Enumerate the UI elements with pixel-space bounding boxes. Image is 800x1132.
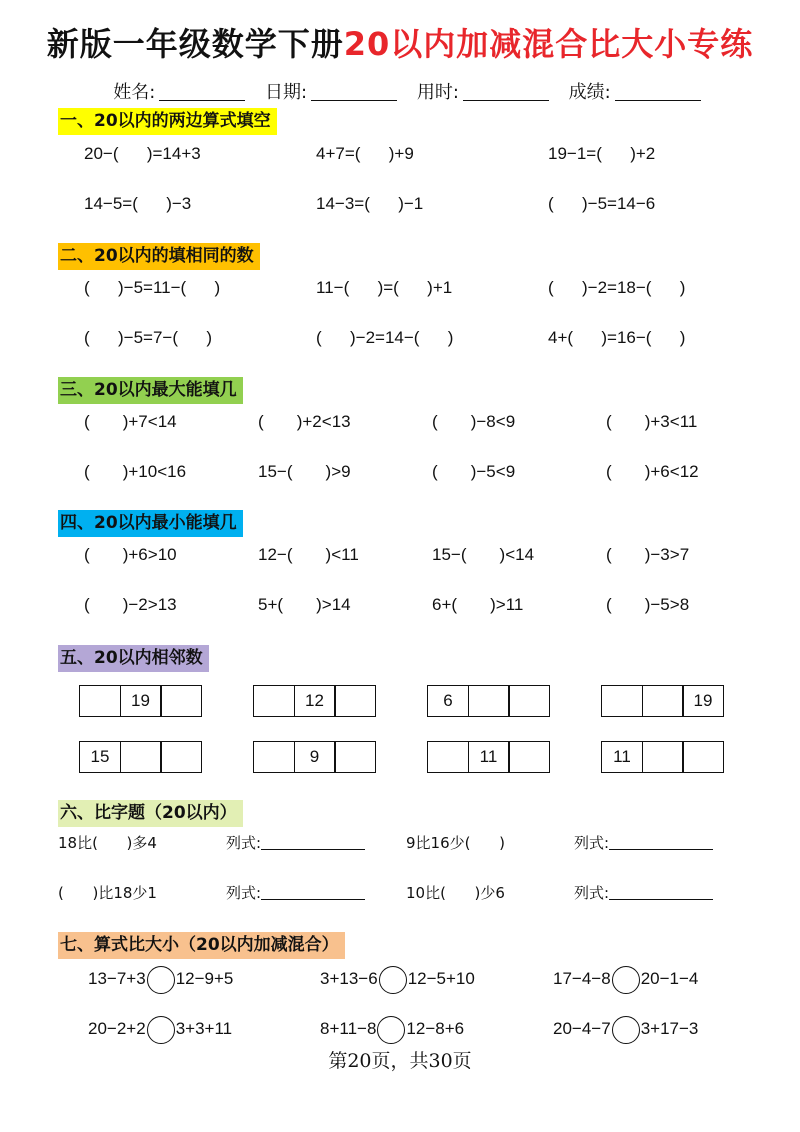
compare-circle[interactable] [377,1016,405,1044]
compare-circle[interactable] [612,1016,640,1044]
neighbor-number-boxes [253,741,376,773]
inequality[interactable]: ( )+2<13 [258,412,351,431]
right-expression: 3+3+11 [175,1019,233,1038]
number-cell[interactable] [79,685,121,717]
right-expression: 12−8+6 [406,1019,465,1038]
section-1-heading: 一、20以内的两边算式填空 [58,108,277,135]
neighbor-number-boxes [79,741,202,773]
inequality[interactable]: ( )+6>10 [84,545,177,564]
section-2-heading: 二、20以内的填相同的数 [58,243,260,270]
inequality[interactable]: 12−( )<11 [258,545,359,564]
formula-field[interactable] [226,882,365,904]
number-cell[interactable] [334,741,376,773]
number-cell[interactable]: 11 [601,741,643,773]
left-expression: 20−2+2 [88,1019,146,1038]
equation[interactable]: 11−( )=( )+1 [316,278,453,297]
number-cell[interactable]: 11 [468,741,510,773]
number-cell[interactable] [160,741,202,773]
name-label: 姓名: [113,82,156,103]
left-expression: 20−4−7 [553,1019,611,1038]
neighbor-number-boxes [601,685,724,717]
formula-field[interactable] [574,832,713,854]
time-label: 用时: [416,82,459,103]
formula-label: 列式: [226,884,262,902]
inequality[interactable]: ( )−2>13 [84,595,177,614]
comparison [553,1014,698,1044]
formula-field[interactable] [226,832,365,854]
formula-answer-line[interactable] [609,883,713,900]
number-cell[interactable]: 19 [682,685,724,717]
compare-circle[interactable] [147,1016,175,1044]
formula-label: 列式: [574,884,610,902]
inequality[interactable]: 6+( )>11 [432,595,524,614]
comparison [553,964,698,994]
equation[interactable]: 14−3=( )−1 [316,194,424,213]
number-cell[interactable] [508,685,550,717]
title-black-part: 新版一年级数学下册 [46,25,344,63]
word-problem[interactable]: 9比16少( ) [406,834,505,852]
number-cell[interactable] [601,685,643,717]
number-cell[interactable] [642,685,684,717]
number-cell[interactable]: 19 [120,685,162,717]
inequality[interactable]: ( )+6<12 [606,462,699,481]
right-expression: 3+17−3 [640,1019,699,1038]
section-4-heading: 四、20以内最小能填几 [58,510,243,537]
title-red-part: 20以内加减混合比大小专练 [343,25,754,63]
section-6-heading: 六、比字题（20以内） [58,800,243,827]
compare-circle[interactable] [612,966,640,994]
inequality[interactable]: ( )−5<9 [432,462,516,481]
number-cell[interactable] [508,741,550,773]
number-cell[interactable] [253,741,295,773]
time-blank[interactable] [463,82,549,101]
compare-circle[interactable] [379,966,407,994]
number-cell[interactable] [642,741,684,773]
number-cell[interactable] [160,685,202,717]
inequality[interactable]: ( )−3>7 [606,545,690,564]
inequality[interactable]: 5+( )>14 [258,595,351,614]
left-expression: 8+11−8 [320,1019,377,1038]
word-problem[interactable]: 18比( )多4 [58,834,157,852]
right-expression: 12−9+5 [175,969,234,988]
number-cell[interactable]: 12 [294,685,336,717]
number-cell[interactable] [427,741,469,773]
inequality[interactable]: ( )+10<16 [84,462,187,481]
inequality[interactable]: ( )+3<11 [606,412,698,431]
score-blank[interactable] [615,82,701,101]
equation[interactable]: ( )−5=7−( ) [84,328,213,347]
equation[interactable]: 14−5=( )−3 [84,194,192,213]
compare-circle[interactable] [147,966,175,994]
formula-answer-line[interactable] [261,833,365,850]
name-blank[interactable] [159,82,245,101]
neighbor-number-boxes [79,685,202,717]
equation[interactable]: ( )−5=14−6 [548,194,656,213]
neighbor-number-boxes [427,685,550,717]
equation[interactable]: 20−( )=14+3 [84,144,201,163]
number-cell[interactable]: 6 [427,685,469,717]
formula-label: 列式: [226,834,262,852]
formula-label: 列式: [574,834,610,852]
student-info-row [0,78,800,108]
equation[interactable]: ( )−2=18−( ) [548,278,686,297]
comparison [88,964,233,994]
number-cell[interactable] [253,685,295,717]
inequality[interactable]: ( )+7<14 [84,412,177,431]
number-cell[interactable] [682,741,724,773]
word-problem[interactable]: 10比( )少6 [406,884,505,902]
equation[interactable]: 4+7=( )+9 [316,144,414,163]
section-7-heading: 七、算式比大小（20以内加减混合） [58,932,345,959]
right-expression: 20−1−4 [640,969,699,988]
inequality[interactable]: 15−( )>9 [258,462,351,481]
equation[interactable]: 19−1=( )+2 [548,144,656,163]
formula-answer-line[interactable] [609,833,713,850]
section-3-heading: 三、20以内最大能填几 [58,377,243,404]
neighbor-number-boxes [253,685,376,717]
score-label: 成绩: [568,82,611,103]
comparison [88,1014,232,1044]
formula-answer-line[interactable] [261,883,365,900]
date-label: 日期: [265,82,308,103]
number-cell[interactable] [120,741,162,773]
formula-field[interactable] [574,882,713,904]
page-title [0,20,800,68]
page-footer: 第20页，共30页 [328,1050,472,1072]
comparison [320,1014,464,1044]
inequality[interactable]: ( )−5>8 [606,595,690,614]
number-cell[interactable]: 15 [79,741,121,773]
left-expression: 3+13−6 [320,969,378,988]
number-cell[interactable] [334,685,376,717]
equation[interactable]: 4+( )=16−( ) [548,328,686,347]
neighbor-number-boxes [427,741,550,773]
comparison [320,964,475,994]
left-expression: 13−7+3 [88,969,146,988]
inequality[interactable]: ( )−8<9 [432,412,516,431]
number-cell[interactable]: 9 [294,741,336,773]
date-blank[interactable] [311,82,397,101]
inequality[interactable]: 15−( )<14 [432,545,535,564]
word-problem[interactable]: ( )比18少1 [58,884,157,902]
left-expression: 17−4−8 [553,969,611,988]
equation[interactable]: ( )−5=11−( ) [84,278,221,297]
neighbor-number-boxes [601,741,724,773]
equation[interactable]: ( )−2=14−( ) [316,328,454,347]
section-5-heading: 五、20以内相邻数 [58,645,209,672]
number-cell[interactable] [468,685,510,717]
right-expression: 12−5+10 [407,969,475,988]
